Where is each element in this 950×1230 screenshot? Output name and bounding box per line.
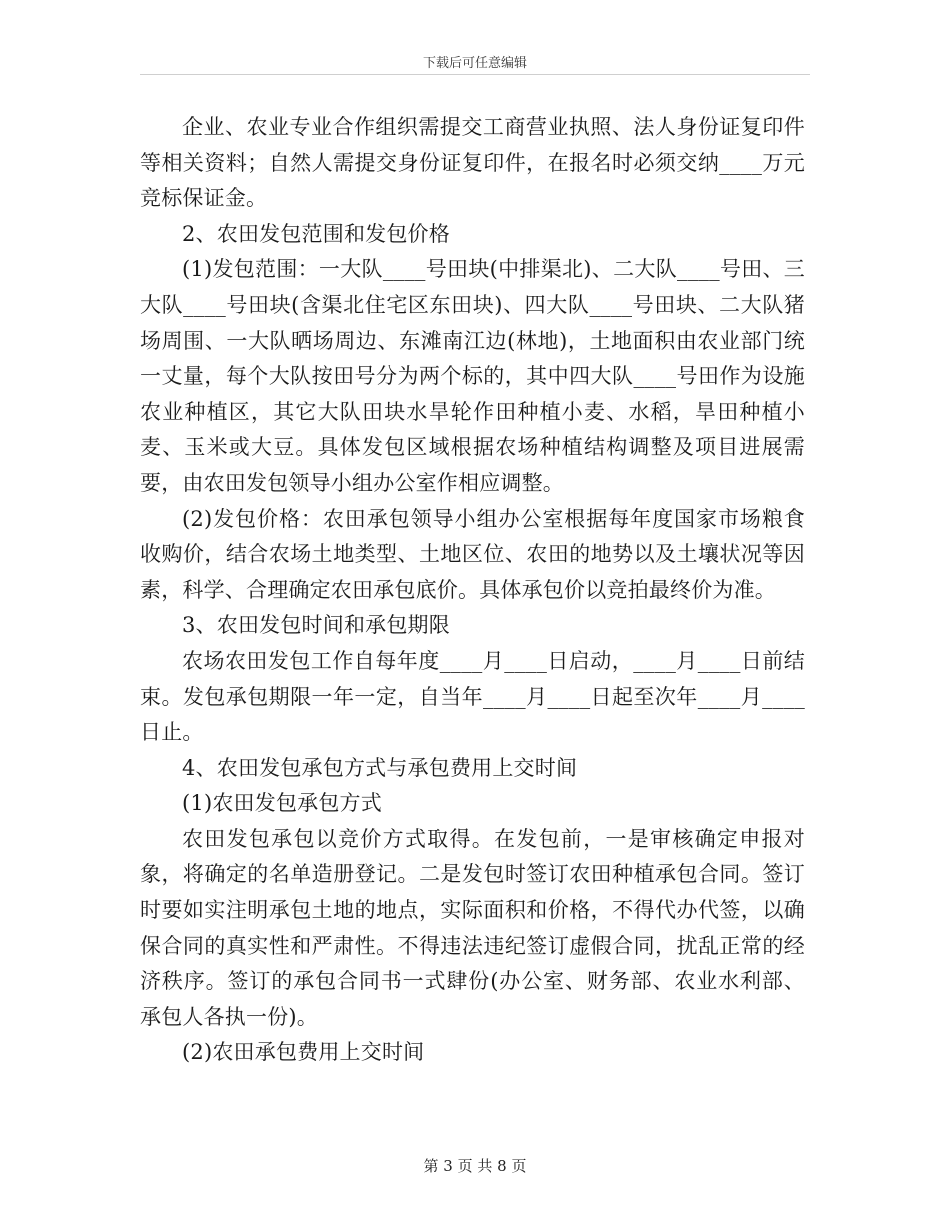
subheading-payment-time: (2)农田承包费用上交时间 [182,1040,425,1065]
heading-time-and-term: 3、农田发包时间和承包期限 [182,613,450,638]
subheading-method: (1)农田发包承包方式 [182,791,382,816]
paragraph-scope: (1)发包范围：一大队____号田块(中排渠北)、二大队____号田、三大队____号田块(含渠北住宅区东田块)、四大队____号田块、二大队猪场周围、一大队晒场周边、东滩南江边(林地)，土地面积由农业部门统一丈量，每个大队按田号分为两个标的，其中四大队____号田作为设施农业种植区，其它大队田块水旱轮作田种植小麦、水稻，旱田种植小麦、玉米或大豆。具体发包区域根据农场种植结构调整及项目进展需要，由农田发包领导小组办公室作相应调整。 [140,257,805,495]
heading-scope-and-price: 2、农田发包范围和发包价格 [182,221,450,246]
document-body [140,110,805,1071]
page-number: 第 3 页 共 8 页 [423,1157,527,1175]
paragraph-time-and-term: 农场农田发包工作自每年度____月____日启动，____月____日前结束。发包承包期限一年一定，自当年____月____日起至次年____月____日止。 [140,648,805,745]
paragraph-price: (2)发包价格：农田承包领导小组办公室根据每年度国家市场粮食收购价，结合农场土地类型、土地区位、农田的地势以及土壤状况等因素，科学、合理确定农田承包底价。具体承包价以竞拍最终价为准。 [140,506,805,602]
paragraph-qualification: 企业、农业专业合作组织需提交工商营业执照、法人身份证复印件等相关资料；自然人需提交身份证复印件，在报名时必须交纳____万元竞标保证金。 [140,115,805,211]
heading-method-and-payment: 4、农田发包承包方式与承包费用上交时间 [182,755,578,780]
paragraph-method: 农田发包承包以竞价方式取得。在发包前，一是审核确定申报对象，将确定的名单造册登记。二是发包时签订农田种植承包合同。签订时要如实注明承包土地的地点，实际面积和价格，不得代办代签，以确保合同的真实性和严肃性。不得违法违纪签订虚假合同，扰乱正常的经济秩序。签订的承包合同书一式肆份(办公室、财务部、农业水利部、承包人各执一份)。 [140,826,805,1029]
header-divider [140,74,810,75]
page-header: 下载后可任意编辑 [422,56,527,71]
